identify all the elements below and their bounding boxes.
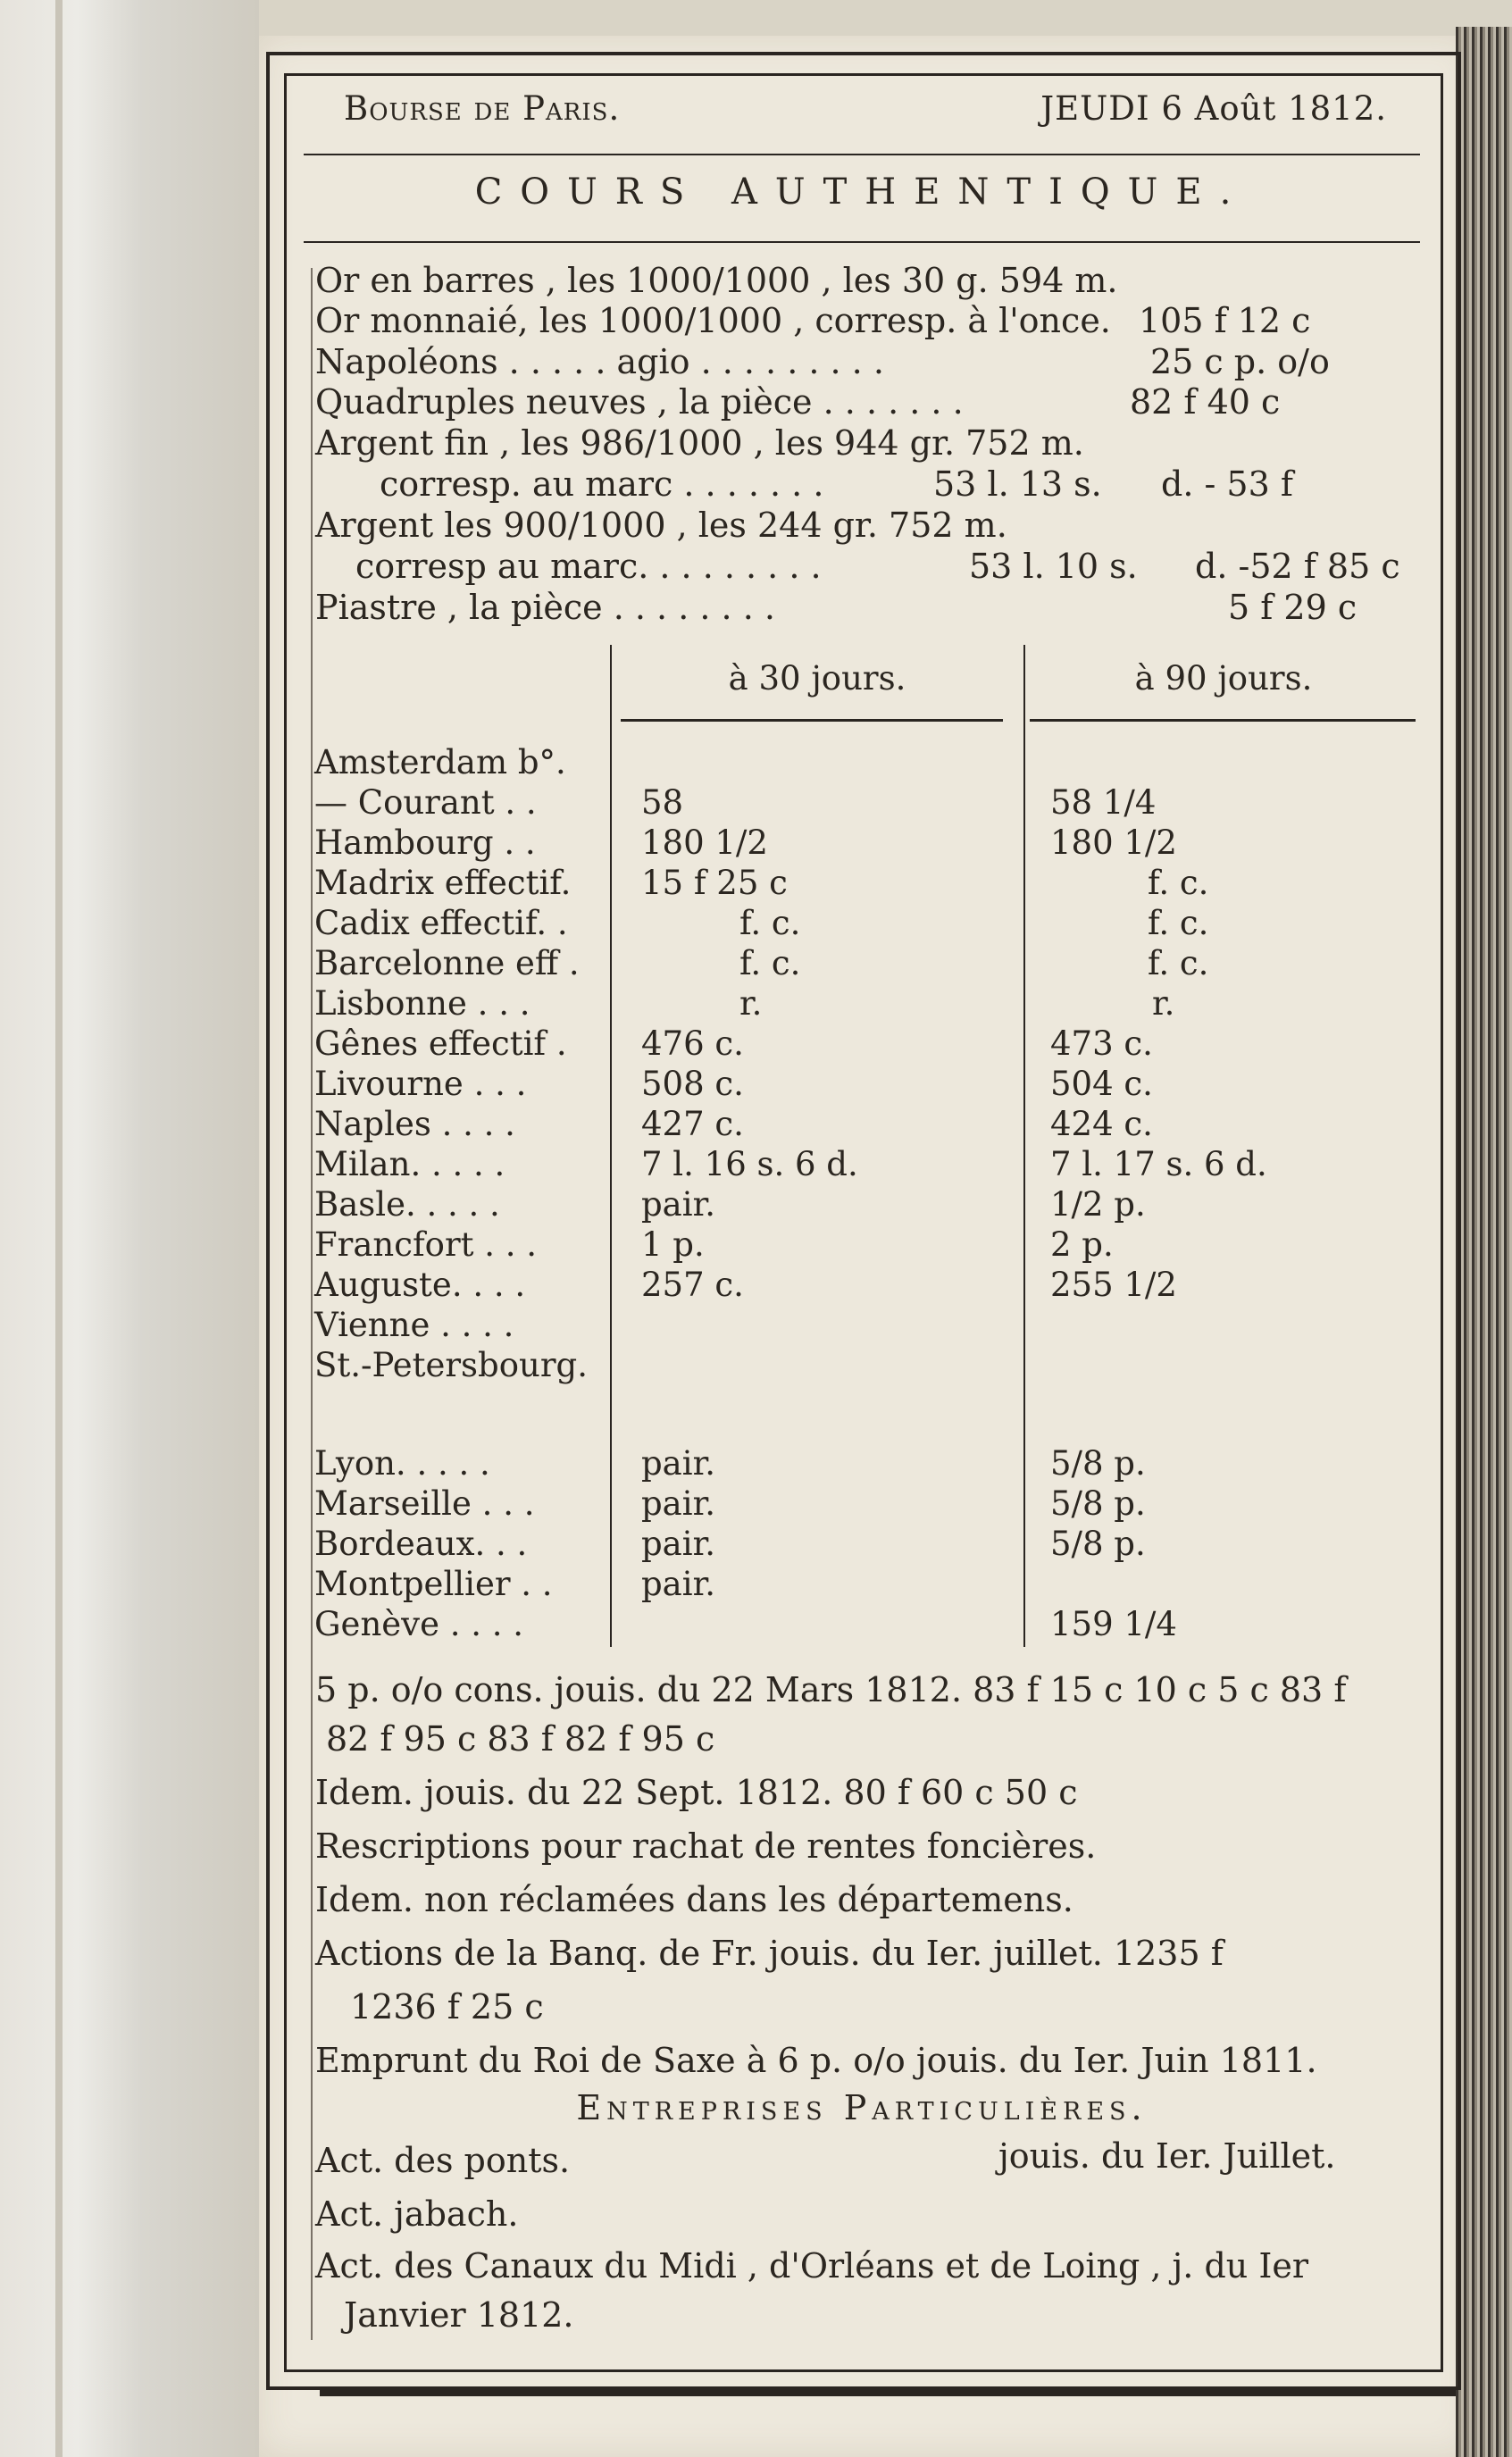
rate-30: r. (739, 984, 763, 1023)
rate-90: 1/2 p. (1050, 1185, 1146, 1224)
col-rule-30 (621, 719, 1003, 722)
metal-line-3: Napoléons . . . . . agio . . . . . . . . . (315, 342, 884, 381)
rate-90: r. (1152, 984, 1175, 1023)
metal-line-7: Argent les 900/1000 , les 244 gr. 752 m. (315, 506, 1007, 545)
city-name: St.-Petersbourg. (314, 1346, 588, 1384)
emprunt-saxe-line: Emprunt du Roi de Saxe à 6 p. o/o jouis. du Ier. Juin 1811. (315, 2041, 1317, 2080)
table-row (0, 1306, 1512, 1346)
rate-30: 15 f 25 c (641, 864, 788, 902)
rate-30: pair. (641, 1525, 715, 1563)
city-name: Bordeaux. . . (314, 1525, 528, 1563)
metal-value-6: 53 l. 13 s. (933, 464, 1102, 504)
metal-value-2: 105 f 12 c (1139, 301, 1311, 340)
table-row (0, 1145, 1512, 1185)
rate-30: f. c. (739, 944, 801, 982)
col-rule-90 (1030, 719, 1416, 722)
city-name: Amsterdam b°. (314, 743, 566, 781)
table-row (0, 1065, 1512, 1105)
metal-extra-6: d. - 53 f (1161, 464, 1293, 504)
rate-90: 473 c. (1050, 1024, 1153, 1063)
metal-line-1: Or en barres , les 1000/1000 , les 30 g. 594 m. (315, 261, 1118, 300)
table-row (0, 1225, 1512, 1266)
rate-90: 5/8 p. (1050, 1484, 1146, 1523)
city-name: Livourne . . . (314, 1065, 527, 1103)
city-name: Barcelonne eff . (314, 944, 580, 982)
metal-line-5: Argent fin , les 986/1000 , les 944 gr. 752 m. (315, 423, 1084, 463)
rate-30: pair. (641, 1484, 715, 1523)
table-row (0, 1024, 1512, 1065)
bottom-rule (320, 2390, 1456, 2396)
metal-line-4: Quadruples neuves , la pièce . . . . . . . (315, 382, 964, 422)
metal-line-2: Or monnaié, les 1000/1000 , corresp. à l'once. (315, 301, 1111, 340)
col-header-90: à 90 jours. (1134, 659, 1313, 698)
table-row (0, 823, 1512, 864)
rate-30: f. c. (739, 904, 801, 942)
rate-90: 255 1/2 (1050, 1266, 1177, 1304)
city-name: Francfort . . . (314, 1225, 538, 1264)
rate-30: 476 c. (641, 1024, 744, 1063)
table-row (0, 984, 1512, 1024)
actions-banque-line: Actions de la Banq. de Fr. jouis. du Ier. juillet. 1235 f (315, 1934, 1224, 1973)
table-row (0, 944, 1512, 984)
rate-90: 180 1/2 (1050, 823, 1177, 862)
table-row (0, 1444, 1512, 1484)
city-name: Gênes effectif . (314, 1024, 567, 1063)
title-rule (304, 241, 1420, 243)
metal-line-6: corresp. au marc . . . . . . . (380, 464, 824, 504)
table-row (0, 864, 1512, 904)
page-title: COURS AUTHENTIQUE. (474, 171, 1249, 213)
table-row (0, 1266, 1512, 1306)
actions-banque-cont: 1236 f 25 c (350, 1987, 544, 2027)
rate-30: pair. (641, 1565, 715, 1603)
table-row (0, 1346, 1512, 1386)
table-row (0, 743, 1512, 783)
city-name: Cadix effectif. . (314, 904, 568, 942)
entreprises-heading: Entreprises Particulières. (576, 2088, 1148, 2127)
col-header-30: à 30 jours. (728, 659, 906, 698)
city-name: Naples . . . . (314, 1105, 515, 1143)
rate-90: 58 1/4 (1050, 783, 1157, 822)
idem-sept-line: Idem. jouis. du 22 Sept. 1812. 80 f 60 c 50 c (315, 1773, 1078, 1812)
rate-90: 159 1/4 (1050, 1605, 1177, 1643)
city-name: — Courant . . (314, 783, 537, 822)
table-row (0, 904, 1512, 944)
rate-90: f. c. (1148, 944, 1209, 982)
rate-30: 257 c. (641, 1266, 744, 1304)
metal-line-8: corresp au marc. . . . . . . . . (355, 547, 822, 586)
rate-90: 7 l. 17 s. 6 d. (1050, 1145, 1267, 1183)
header-rule (304, 154, 1420, 155)
city-name: Milan. . . . . (314, 1145, 505, 1183)
ponts-jouis: jouis. du Ier. Juillet. (998, 2136, 1336, 2176)
city-name: Madrix effectif. (314, 864, 572, 902)
canaux-line-cont: Janvier 1812. (344, 2295, 574, 2335)
city-name: Marseille . . . (314, 1484, 535, 1523)
header-date: JEUDI 6 Août 1812. (1040, 89, 1387, 128)
rate-30: 180 1/2 (641, 823, 768, 862)
rate-90: 424 c. (1050, 1105, 1153, 1143)
city-name: Hambourg . . (314, 823, 536, 862)
metal-value-8: 53 l. 10 s. (969, 547, 1138, 586)
table-row (0, 1525, 1512, 1565)
rate-90: 5/8 p. (1050, 1444, 1146, 1483)
table-row (0, 1605, 1512, 1645)
rate-30: 427 c. (641, 1105, 744, 1143)
ponts-line: Act. des ponts. (315, 2141, 571, 2180)
table-row (0, 1185, 1512, 1225)
rentes-line-cont: 82 f 95 c 83 f 82 f 95 c (326, 1719, 715, 1759)
rate-90: f. c. (1148, 864, 1209, 902)
jabach-line: Act. jabach. (315, 2194, 519, 2234)
table-row (0, 1565, 1512, 1605)
rate-90: 2 p. (1050, 1225, 1114, 1264)
rate-90: f. c. (1148, 904, 1209, 942)
city-name: Lyon. . . . . (314, 1444, 490, 1483)
table-row (0, 783, 1512, 823)
rate-30: 58 (641, 783, 684, 822)
metal-value-3: 25 c p. o/o (1150, 342, 1330, 381)
idem-non-reclamees-line: Idem. non réclamées dans les départemens. (315, 1880, 1073, 1919)
city-name: Basle. . . . . (314, 1185, 500, 1224)
rate-30: pair. (641, 1444, 715, 1483)
canaux-line: Act. des Canaux du Midi , d'Orléans et de Loing , j. du Ier (315, 2246, 1309, 2286)
city-name: Montpellier . . (314, 1565, 553, 1603)
table-row (0, 1105, 1512, 1145)
rate-90: 504 c. (1050, 1065, 1153, 1103)
rate-30: 7 l. 16 s. 6 d. (641, 1145, 858, 1183)
rentes-line: 5 p. o/o cons. jouis. du 22 Mars 1812. 83 f 15 c 10 c 5 c 83 f (315, 1670, 1347, 1709)
rate-90: 5/8 p. (1050, 1525, 1146, 1563)
rescriptions-line: Rescriptions pour rachat de rentes foncières. (315, 1826, 1097, 1866)
header-left: Bourse de Paris. (344, 89, 621, 128)
rate-30: 508 c. (641, 1065, 744, 1103)
city-name: Vienne . . . . (314, 1306, 514, 1344)
table-row (0, 1484, 1512, 1525)
metal-line-9: Piastre , la pièce . . . . . . . . (315, 588, 775, 627)
city-name: Auguste. . . . (314, 1266, 526, 1304)
metal-value-4: 82 f 40 c (1130, 382, 1281, 422)
metal-extra-8: d. -52 f 85 c (1195, 547, 1400, 586)
metal-value-9: 5 f 29 c (1228, 588, 1357, 627)
rate-30: pair. (641, 1185, 715, 1224)
rate-30: 1 p. (641, 1225, 705, 1264)
city-name: Lisbonne . . . (314, 984, 530, 1023)
city-name: Genève . . . . (314, 1605, 524, 1643)
